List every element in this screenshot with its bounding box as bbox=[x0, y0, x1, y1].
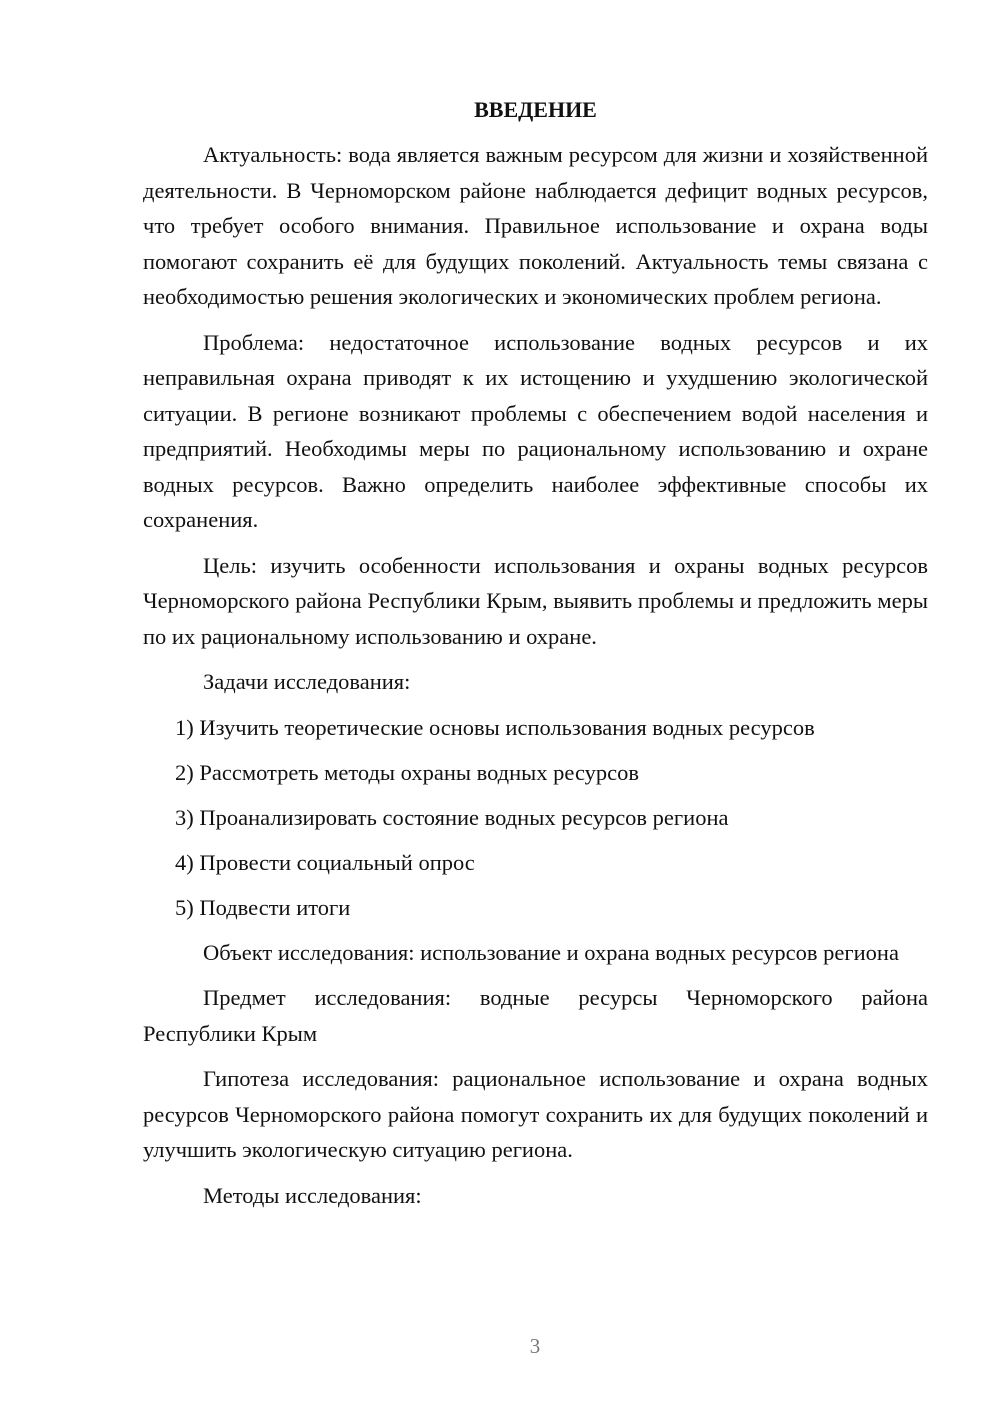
paragraph-hypothesis: Гипотеза исследования: рациональное использование и охрана водных ресурсов Черноморского района помогут сохранить их для будущих поколений и улучшить экологическую ситуацию региона. bbox=[143, 1066, 928, 1162]
page-number: 3 bbox=[529, 1334, 541, 1358]
paragraph-subject: Предмет исследования: водные ресурсы Черноморского района Республики Крым bbox=[143, 985, 928, 1046]
list-item: 5) Подвести итоги bbox=[175, 894, 351, 920]
methods-heading: Методы исследования: bbox=[203, 1182, 422, 1208]
list-item: 3) Проанализировать состояние водных ресурсов региона bbox=[175, 804, 729, 830]
task-list bbox=[143, 710, 928, 926]
paragraph-object: Объект исследования: использование и охрана водных ресурсов региона bbox=[203, 939, 899, 965]
paragraph-relevance: Актуальность: вода является важным ресурсом для жизни и хозяйственной деятельности. В Черноморском районе наблюдается дефицит водных ресурсов, что требует особого внимания. Правильное использование и охрана воды помогают сохранить её для будущих поколений. Актуальность темы связана с необходимостью решения экологических и экономических проблем региона. bbox=[143, 142, 928, 309]
list-item: 2) Рассмотреть методы охраны водных ресурсов bbox=[175, 759, 640, 785]
list-item: 1) Изучить теоретические основы использования водных ресурсов bbox=[175, 714, 815, 740]
tasks-heading: Задачи исследования: bbox=[203, 669, 411, 694]
page-title: ВВЕДЕНИЕ bbox=[474, 97, 597, 122]
list-item: 4) Провести социальный опрос bbox=[175, 849, 475, 875]
paragraph-goal: Цель: изучить особенности использования и охраны водных ресурсов Черноморского района Республики Крым, выявить проблемы и предложить меры по их рациональному использованию и охране. bbox=[143, 552, 928, 649]
paragraph-problem: Проблема: недостаточное использование водных ресурсов и их неправильная охрана приводят к их истощению и ухудшению экологической ситуации. В регионе возникают проблемы с обеспечением водой населения и предприятий. Необходимы меры по рациональному использованию и охране водных ресурсов. Важно определить наиболее эффективные способы их сохранения. bbox=[143, 329, 928, 532]
page-content bbox=[143, 95, 928, 1213]
